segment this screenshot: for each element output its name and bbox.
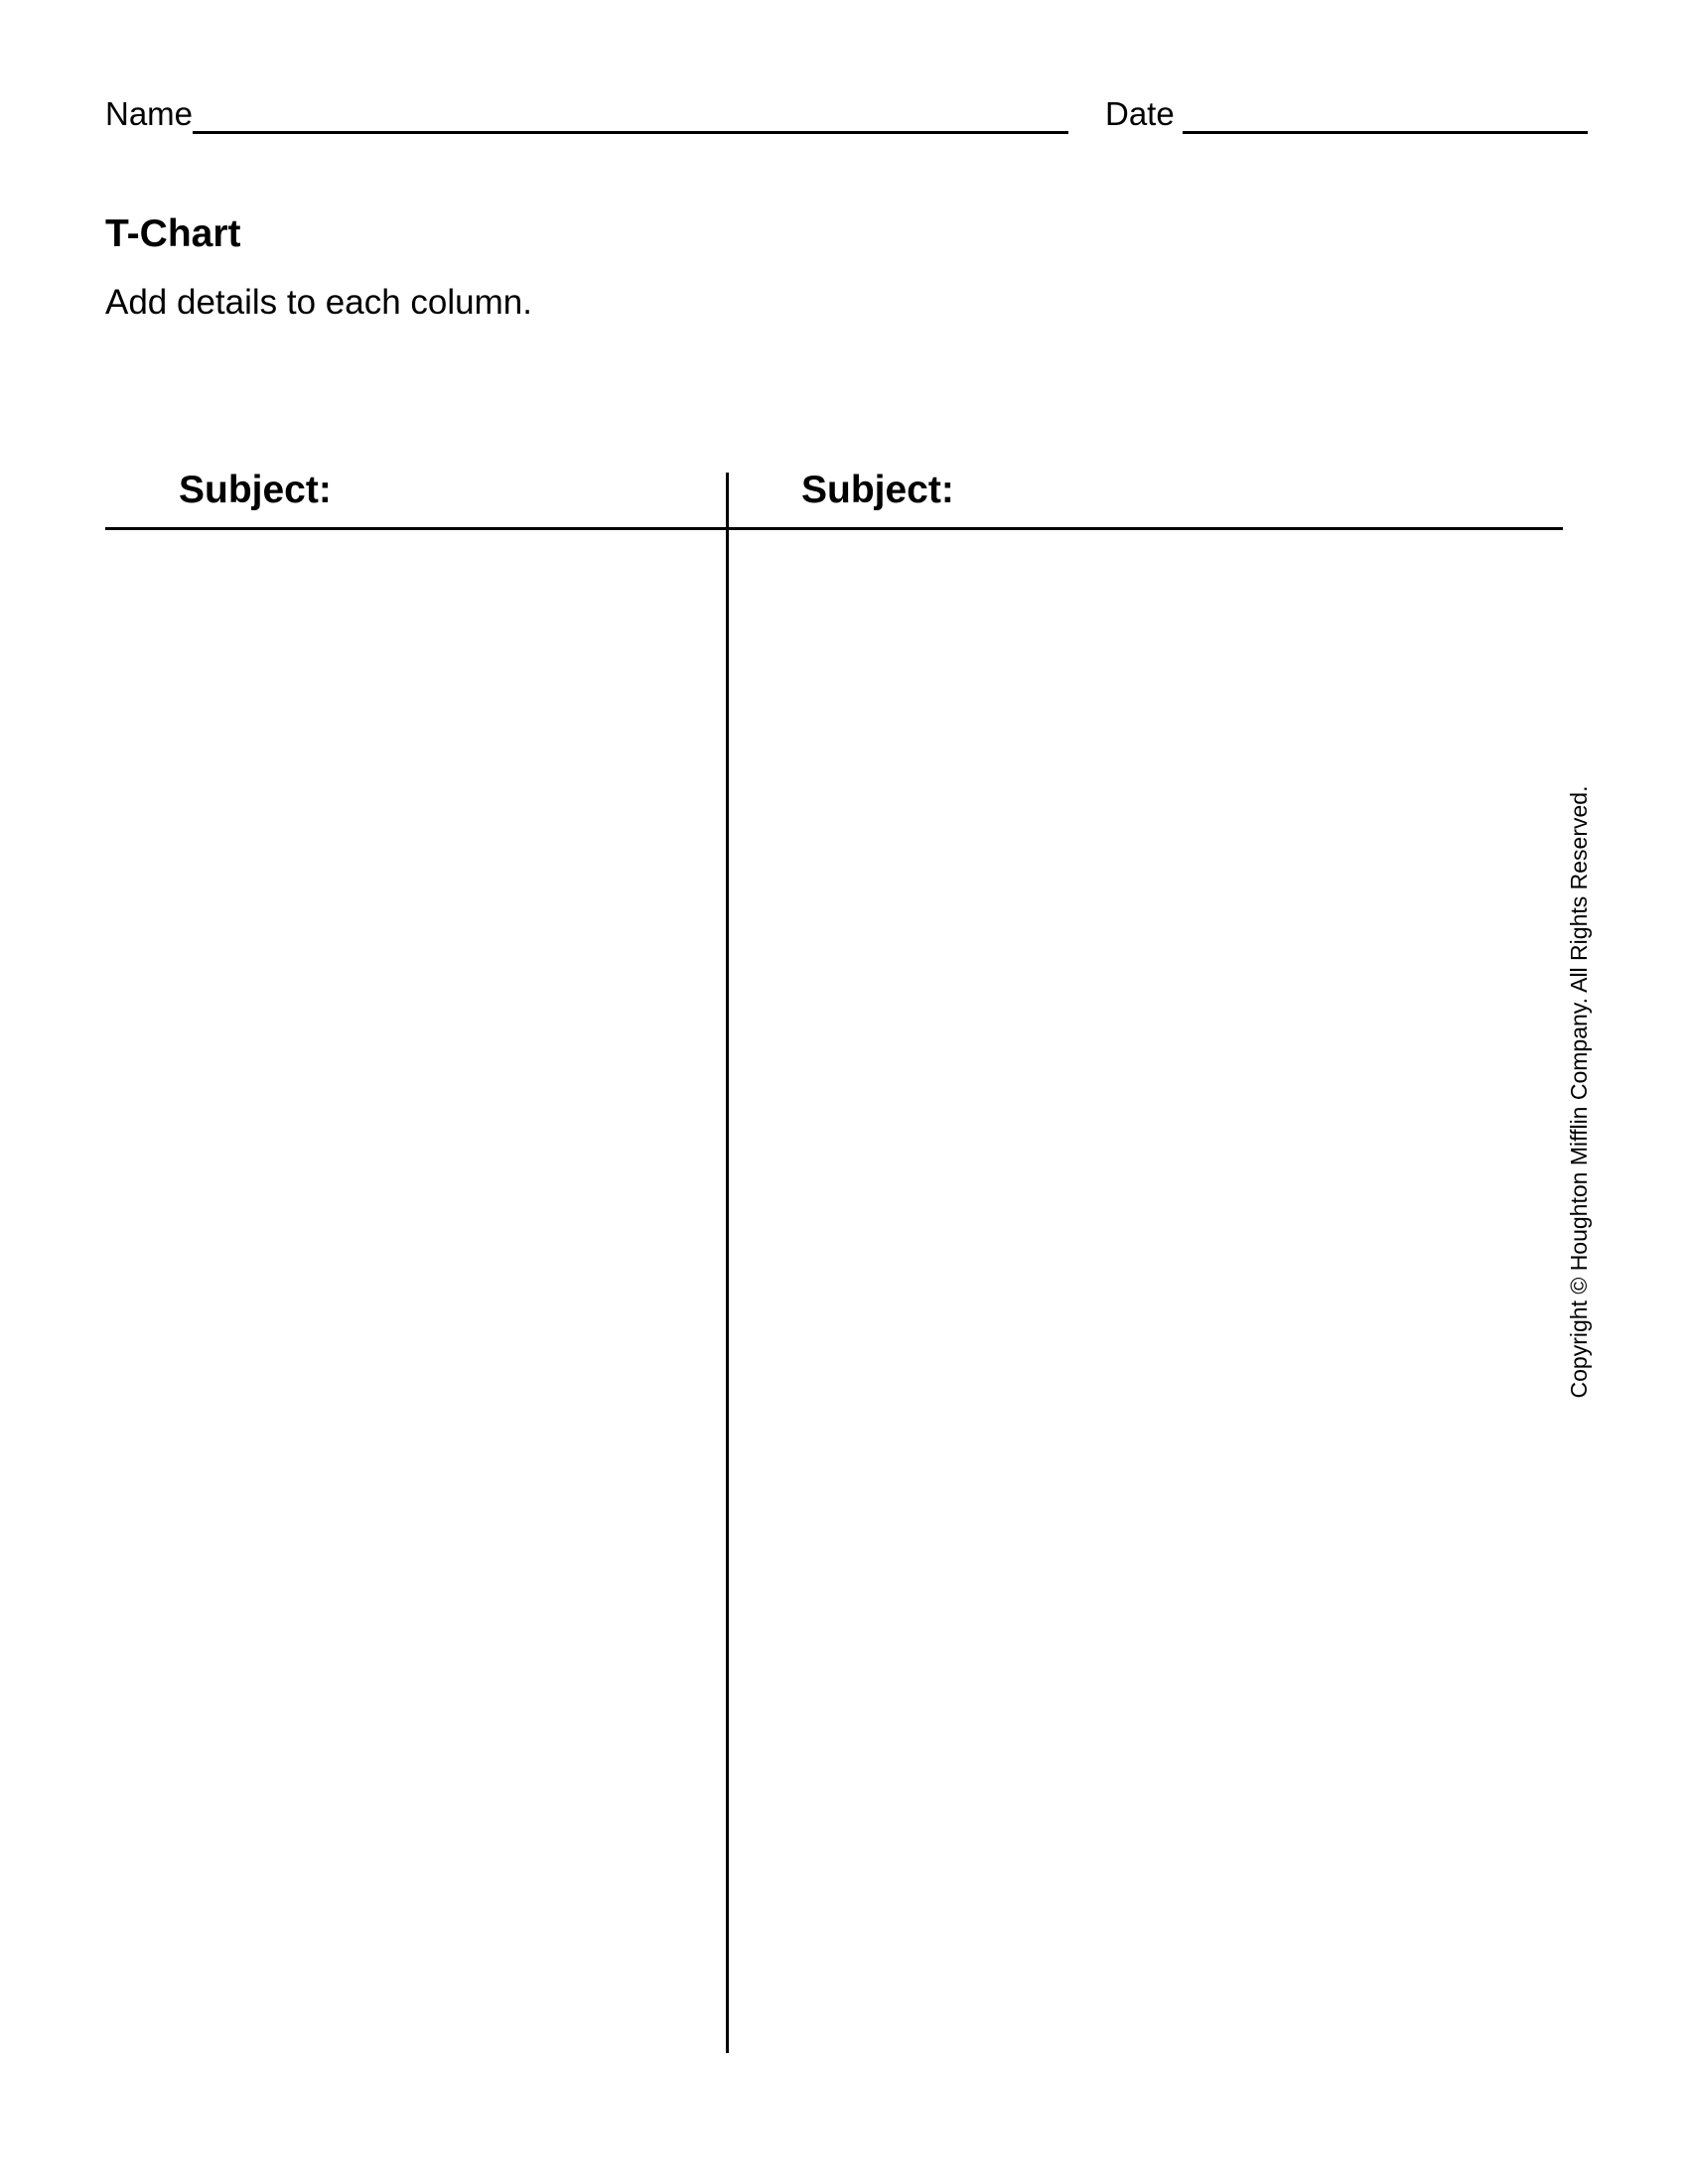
header-row xyxy=(105,94,1585,144)
date-label: Date xyxy=(1105,95,1175,132)
left-subject-label: Subject: xyxy=(179,469,332,511)
left-column-area[interactable] xyxy=(105,536,721,2045)
instructions-text: Add details to each column. xyxy=(105,283,532,322)
copyright-notice: Copyright © Houghton Mifflin Company. All Rights Reserved. xyxy=(1566,785,1592,1399)
t-chart-vertical-rule xyxy=(726,473,729,2053)
right-column-area[interactable] xyxy=(735,536,1563,2045)
t-chart-horizontal-rule xyxy=(105,527,1563,530)
name-line[interactable] xyxy=(193,131,1068,134)
name-label: Name xyxy=(105,95,194,132)
page-title: T-Chart xyxy=(105,212,241,255)
date-line[interactable] xyxy=(1183,131,1588,134)
right-subject-label: Subject: xyxy=(801,469,954,511)
